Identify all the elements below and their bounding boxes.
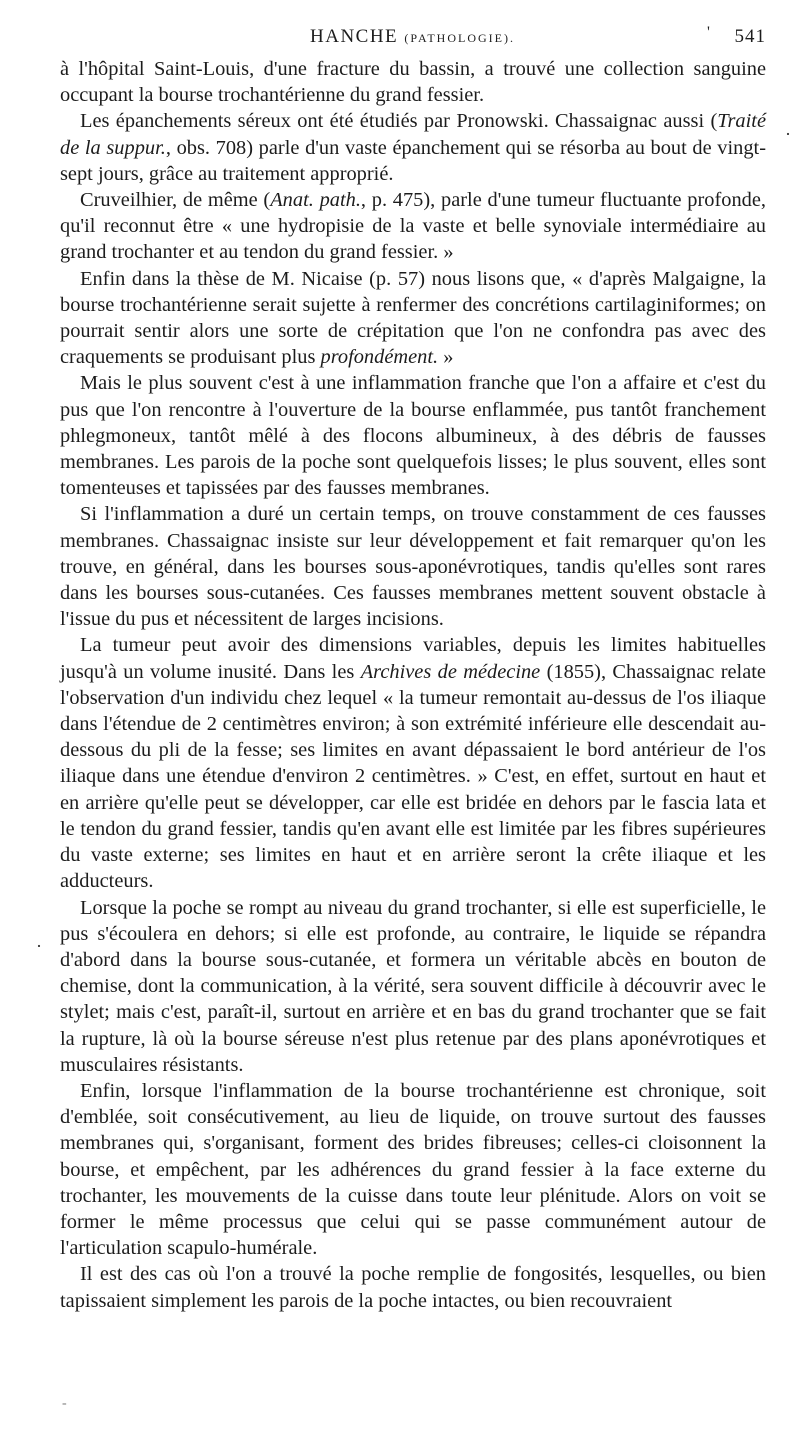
body-text (60, 56, 766, 1314)
text-run: Lorsque la poche se rompt au niveau du grand trochanter, si elle est superficielle, le pus s'écoulera en dehors; si elle est profonde, au contraire, le liquide se répandra d'abord dans la bourse sous-cutanée, et formera un véritable abcès en bouton de chemise, dont la communication, à la vérité, sera souvent difficile à découvrir avec le stylet; mais c'est, paraît-il, surtout en arrière et en bas du grand trochanter que se fait la rupture, là où la bourse séreuse n'est plus retenue par des plans aponévrotiques et musculaires résistants. (60, 896, 766, 1076)
paragraph (60, 632, 766, 894)
page-number: 541 (734, 26, 766, 47)
margin-speck: · (785, 124, 791, 144)
italic-citation: Traité de la suppur. (60, 110, 766, 159)
paragraph (60, 266, 766, 371)
italic-citation: profondément. (320, 346, 439, 369)
text-run: Cruveilhier, de même ( (80, 189, 271, 212)
paragraph (60, 56, 766, 108)
section-title: HANCHE (310, 26, 399, 47)
text-run: (1855), Chassaignac relate l'observation d'un individu chez lequel « la tumeur remontait au-dessus de l'os iliaque dans l'étendue de 2 centimètres environ; à son extrémité inférieure elle descendait au-dessous du pli de la fesse; ses limites en avant dépassaient le bord antérieur de l'os iliaque dans une étendue d'environ 2 centimètres. » C'est, en effet, surtout en haut et en arrière qu'elle peut se développer, car elle est bridée en dehors par le fascia lata et le tendon du grand fessier, tandis qu'en avant elle est limitée par les fibres supérieures du vaste externe; ses limites en haut et en arrière seront la crête iliaque et les adducteurs. (60, 660, 766, 893)
text-run: , p. 475), parle d'une tumeur fluctuante profonde, qu'il reconnut être « une hydropisie de la vaste et belle synoviale intermédiaire au grand trochanter et au tendon du grand fessier. » (60, 189, 766, 264)
paragraph (60, 187, 766, 266)
text-run: Les épanchements séreux ont été étudiés par Pronowski. Chassaignac aussi ( (80, 110, 718, 133)
text-run: Il est des cas où l'on a trouvé la poche remplie de fongosités, lesquelles, ou bien tapissaient simplement les parois de la poche intactes, ou bien recouvraient (60, 1263, 766, 1312)
text-run: Enfin, lorsque l'inflammation de la bourse trochantérienne est chronique, soit d'emblée, soit consécutivement, au lieu de liquide, on trouve surtout des fausses membranes qui, s'organisant, forment des brides fibreuses; celles-ci cloisonnent la bourse, et empêchent, par les adhérences du grand fessier à la face externe du trochanter, les mouvements de la cuisse dans toute leur plénitude. Alors on voit se former le même processus que celui qui se passe communément autour de l'articulation scapulo-humérale. (60, 1079, 766, 1260)
italic-citation: Anat. path. (270, 189, 361, 212)
footer-mark: - (62, 1396, 67, 1411)
paragraph (60, 108, 766, 187)
margin-speck: · (36, 936, 42, 956)
paragraph (60, 370, 766, 501)
text-run: à l'hôpital Saint-Louis, d'une fracture du bassin, a trouvé une collection sanguine occupant la bourse trochantérienne du grand fessier. (60, 58, 766, 107)
text-run: Si l'inflammation a duré un certain temps, on trouve constamment de ces fausses membranes. Chassaignac insiste sur leur développement et fait remarquer qu'on les trouve, en général, dans les bourses sous-aponévrotiques, tandis qu'elles sont rares dans les bourses sous-cutanées. Ces fausses membranes mettent souvent obstacle à l'issue du pus et nécessitent de larges incisions. (60, 503, 766, 631)
section-subtitle: (PATHOLOGIE). (404, 31, 515, 45)
paragraph (60, 895, 766, 1078)
italic-citation: Archives de médecine (360, 660, 541, 683)
header-mark: ' (707, 24, 710, 41)
paragraph (60, 501, 766, 632)
text-run: » (438, 346, 454, 369)
paragraph (60, 1261, 766, 1313)
text-run: Enfin dans la thèse de M. Nicaise (p. 57) nous lisons que, « d'après Malgaigne, la bourse trochantérienne serait sujette à renfermer des concrétions cartilaginiformes; on pourrait sentir alors une sorte de crépitation que l'on ne confondra pas avec des craquements se produisant plus (60, 267, 766, 369)
paragraph (60, 1078, 766, 1261)
text-run: Mais le plus souvent c'est à une inflammation franche que l'on a affaire et c'est du pus que l'on rencontre à l'ouverture de la bourse enflammée, pus tantôt franchement phlegmoneux, tantôt mêlé à des flocons albumineux, à des débris de fausses membranes. Les parois de la poche sont quelquefois lisses; le plus souvent, elles sont tomenteuses et tapissées par des fausses membranes. (60, 372, 766, 500)
running-head-title (310, 26, 515, 48)
text-run: , obs. 708) parle d'un vaste épanchement qui se résorba au bout de vingt-sept jours, grâce au traitement approprié. (60, 136, 766, 185)
text-run: La tumeur peut avoir des dimensions variables, depuis les limites habituelles jusqu'à un volume inusité. Dans les (60, 634, 766, 683)
running-head (60, 26, 766, 56)
